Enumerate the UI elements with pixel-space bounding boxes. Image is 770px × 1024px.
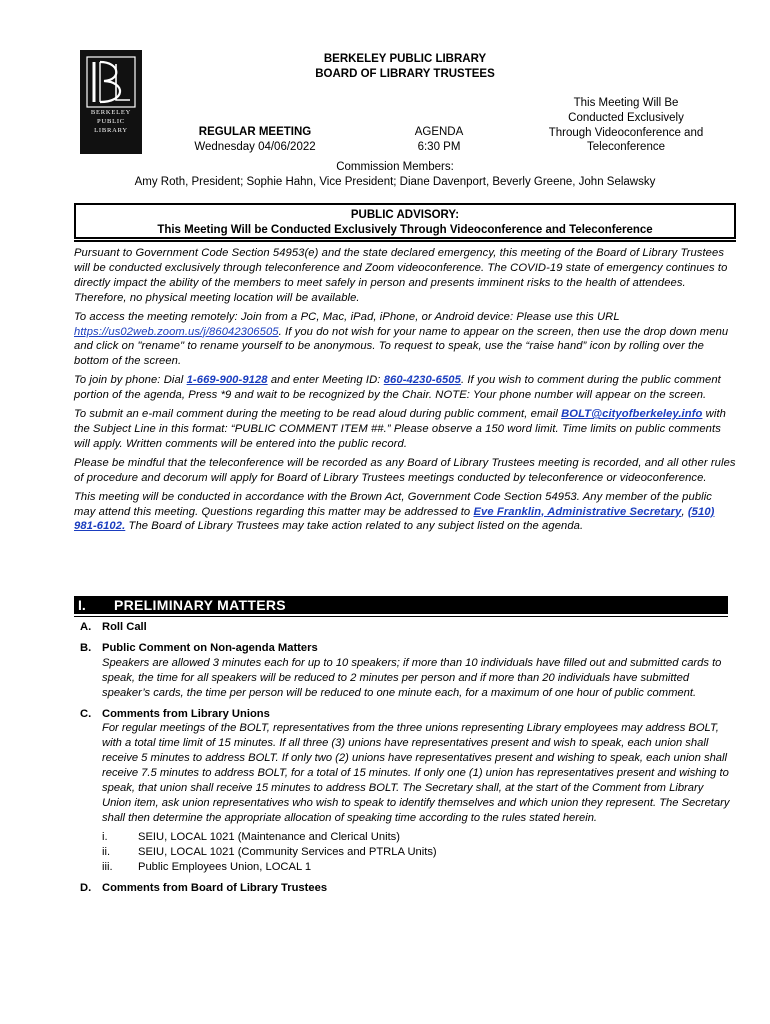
board-name: BOARD OF LIBRARY TRUSTEES [315,67,495,80]
item-heading: Public Comment on Non-agenda Matters [102,641,318,654]
library-monogram-icon [86,56,136,108]
section-title: PRELIMINARY MATTERS [114,597,286,613]
meeting-id-link[interactable]: 860-4230-6505 [383,374,461,387]
agenda-item-trustee-comments [80,881,730,896]
roman-numeral: i. [102,830,108,843]
agenda-block [400,125,478,155]
secretary-contact-link[interactable]: Eve Franklin, Administrative Secretary [473,505,682,518]
union-list [102,830,730,875]
item-letter: B. [80,641,92,654]
logo-text-line-2: PUBLIC [97,118,125,125]
item-letter: D. [80,881,92,894]
meeting-time: 6:30 PM [417,141,461,153]
email-link[interactable]: BOLT@cityofberkeley.info [561,408,703,421]
agenda-label: AGENDA [414,126,464,138]
paragraph-remote-access [74,310,736,370]
union-name: Public Employees Union, LOCAL 1 [138,860,312,873]
note-line-3: Through Videoconference and [548,126,704,139]
library-logo [80,50,142,154]
agenda-item-roll-call [80,620,730,635]
paragraph-email [74,407,736,452]
commission-label: Commission Members: [336,161,454,173]
roman-numeral: iii. [102,860,113,873]
union-list-item [102,830,730,845]
item-heading: Comments from Library Unions [102,707,270,720]
brown-act-text: This meeting will be conducted in accordance with the Brown Act, Government Code Section 54953. Any member of the public may attend this meeting. Questions regarding this matter may be addressed to [74,490,713,518]
section-header-preliminary [74,596,728,614]
public-advisory-box [74,203,736,239]
brown-act-text-2: The Board of Library Trustees may take action related to any subject listed on the agenda. [125,520,584,533]
meeting-type: REGULAR MEETING [198,126,312,138]
email-text-2: with the Subject Line in this format: “PUBLIC COMMENT ITEM ##.” Please observe a 150 word limit. Time limits on public comments will apply. Written comments will be entered into the public record. [74,408,726,450]
paragraph-phone [74,373,736,403]
roman-numeral: ii. [102,845,111,858]
zoom-link[interactable]: https://us02web.zoom.us/j/86042306505 [74,325,279,338]
item-letter: C. [80,707,92,720]
advisory-body [74,246,736,538]
phone-text-2: and enter Meeting ID: [267,374,384,387]
item-heading: Roll Call [102,621,147,633]
dial-phone-link[interactable]: 1-669-900-9128 [186,374,268,387]
agenda-item-union-comments [80,707,730,875]
agenda-items [80,620,730,901]
item-letter: A. [80,621,92,633]
brown-act-comma: , [681,505,688,518]
commission-names: Amy Roth, President; Sophie Hahn, Vice President; Diane Davenport, Beverly Greene, John Selawsky [134,176,656,188]
phone-text: To join by phone: Dial [74,374,187,387]
note-line-2: Conducted Exclusively [568,111,684,124]
commission-members [60,160,730,190]
document-title [300,52,510,81]
meeting-mode-note [533,96,719,155]
note-line-4: Teleconference [587,141,665,154]
paragraph-government-code: Pursuant to Government Code Section 54953(e) and the state declared emergency, this meeting of the Board of Library Trustees will be conducted exclusively through teleconference and Zoom videoconference. The COVID-19 state of emergency continues to directly impact the ability of the members to meet safely in person and presents imminent risks to the health of attendees. Therefore, no physical meeting location will be available. [74,247,728,304]
section-number: I. [78,597,86,613]
email-text: To submit an e-mail comment during the meeting to be read aloud during public comment, email [74,408,562,421]
logo-text-line-1: BERKELEY [90,109,132,116]
union-name: SEIU, LOCAL 1021 (Community Services and PTRLA Units) [138,845,437,858]
note-line-1: This Meeting Will Be [573,97,679,109]
org-name: BERKELEY PUBLIC LIBRARY [323,53,487,65]
phone-text-3: . If you wish to comment during the public comment portion of the agenda, Press *9 and wait to be recognized by the Chair. NOTE: Your phone number will appear on the screen. [74,374,721,402]
item-description: Speakers are allowed 3 minutes each for up to 10 speakers; if more than 10 individuals have filled out and submitted cards to speak, the time for all speakers will be reduced to 2 minutes per person and if more than 20 individuals have submitted speaker’s cards, the time per person will be reduced to one minute each, for a maximum of one hour of public comment. [102,656,722,699]
item-heading: Comments from Board of Library Trustees [102,881,328,894]
secretary-phone-link[interactable]: (510) 981-6102. [74,505,715,533]
logo-text-line-3: LIBRARY [94,127,128,134]
meeting-date: Wednesday 04/06/2022 [194,141,316,153]
remote-access-text: To access the meeting remotely: Join from a PC, Mac, iPad, iPhone, or Android device: Please use this URL [74,310,620,323]
advisory-title: PUBLIC ADVISORY: [350,209,460,221]
paragraph-recording: Please be mindful that the teleconference will be recorded as any Board of Library Trustees meeting is recorded, and all other rules of procedure and decorum will apply for Board of Library Trustees meetings conducted by teleconference or videoconference. [74,456,736,484]
paragraph-brown-act [74,490,736,535]
advisory-subtitle: This Meeting Will be Conducted Exclusively Through Videoconference and Teleconference [157,223,653,236]
agenda-item-public-comment [80,641,730,701]
item-description: For regular meetings of the BOLT, representatives from the three unions representing Library employees may address BOLT, with a total time limit of 15 minutes. If all three (3) unions have representatives present and wish to speak, each union shall receive 5 minutes to address BOLT. If only two (2) unions have representatives present and wishing to speak, each union shall receive 7.5 minutes to address BOLT, for a total of 15 minutes. If only one (1) union has representatives present and wishing to speak, that union shall receive 15 minutes to address BOLT. The Secretary shall, at the start of the Comment from Library Union item, ask union representatives who wish to speak to identify themselves and which union they represent. The Secretary shall then determine the appropriate allocation of speaking time according to the rules stated herein. [102,722,730,824]
union-name: SEIU, LOCAL 1021 (Maintenance and Clerical Units) [138,830,400,843]
meeting-type-block [180,125,330,155]
union-list-item [102,860,730,875]
remote-access-text-2: . If you do not wish for your name to appear on the screen, then use the drop down menu and click on "rename" to rename yourself to be anonymous. To request to speak, use the “raise hand” icon by rolling over the bottom of the screen. [74,325,729,368]
union-list-item [102,845,730,860]
